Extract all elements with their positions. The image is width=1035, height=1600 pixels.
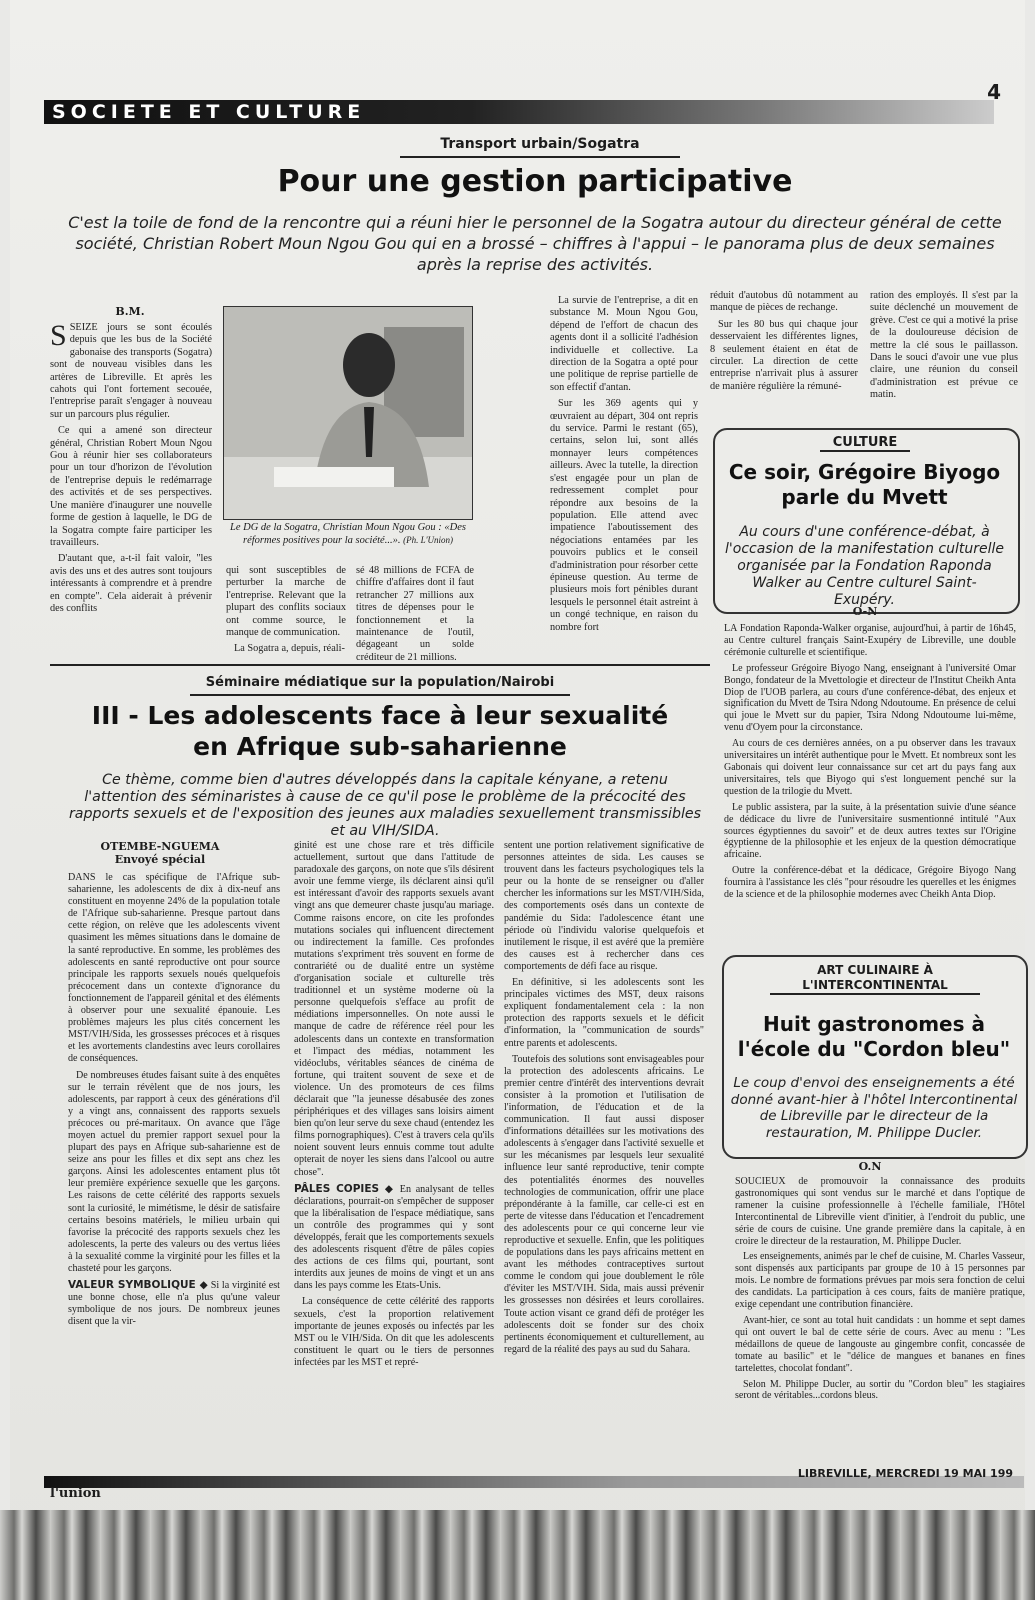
culinary-body: SOUCIEUX de promouvoir la connaissance des produits gastronomiques qui sont vendus sur le marché et dans l'optique de ramener la cuisine professionnelle à l'échelle familiale, l'Hôtel Intercontinental de Libreville vient d'initier, à l'endroit du public, une série de cours de cuisine. Une grande première dans la capitale, à en croire le directeur de la restauration, M. Philippe Ducler. Les enseignements, animés par le chef de cuisine, M. Charles Vasseur, sont dispensés aux participants par groupe de 10 à 15 personnes par mois. Le nombre de formations prévues par mois sera fonction de celui des candidats. La participation à ces cours, faits de manière pratique, exige cependant une contribution financière. Avant-hier, ce sont au total huit candidats : un homme et sept dames qui ont ouvert le bal de cette série de cours. Avec au menu : "Les médaillons de queue de langouste au gingembre confit, concassée de tomate au basilic" et le "délice de mangues et bananes en fines tartelettes, chocolat fondant". Selon M. Philippe Ducler, au sortir du "Cordon bleu" les stagiaires seront de véritables...cordons bleus. xyxy=(735,1176,1025,1402)
article1-byline: B.M. xyxy=(115,305,145,318)
page-number: 4 xyxy=(987,80,1001,104)
culture-byline: O-N xyxy=(852,605,878,618)
article2-deck: Ce thème, comme bien d'autres développés dans la capitale kényane, a retenu l'attention des séminaristes à cause de ce qu'il pose le problème de la précocité des rapports sexuels et de l'exposition des jeunes aux maladies sexuellement transmissibles et au VIH/SIDA. xyxy=(68,772,702,839)
newspaper-page xyxy=(10,0,1025,1600)
article2-kicker: Séminaire médiatique sur la population/Nairobi xyxy=(205,675,555,690)
photo-caption: Le DG de la Sogatra, Christian Moun Ngou Gou : «Des réformes positives pour la société...». (Ph. L'Union) xyxy=(230,522,466,546)
article2-col3: sentent une portion relativement significative de personnes atteintes de sida. Les causes se trouvent dans les facteurs psychologiques tels la peur ou la honte de se renseigner ou d'aller chercher les informations sur les MST/VIH/Sida, des comportements osés dans un contexte de pandémie du Sida: l'adolescence étant une période où l'individu valorise quelquefois et inutilement le risque, il est avéré que la première des causes est à rechercher dans ces comportements de défi face au risque. En définitive, si les adolescents sont les principales victimes des MST, deux raisons expliquent fondamentalement cela : la non protection des rapports sexuels et le déficit d'information, la "communication de sourds" entre parents et adolescents. Toutefois des solutions sont envisageables pour la protection des adolescents africains. Le premier centre d'intérêt des interventions devrait consister à la promotion et l'utilisation de l'information, de l'éducation et de la communication. Il faut aussi disposer d'informations détaillées sur les motivations des adolescents à s'engager dans l'activité sexuelle et sur les mécanismes par lesquels leur sexualité influence leur santé reproductive, tenir compte des potentialités énormes des nouvelles technologies de communication, offrir une place prépondérante à la famille, car celle-ci est en perte de vitesse dans l'éducation et l'encadrement des adolescents pour ce qui concerne leur vie reproductive et sexuelle. Enfin, que les politiques de populations dans les pays africains mettent en avant les méthodes contraceptives surtout comme le condom qui joue doublement le rôle d'éviter les MST/VIH. Sida, mais aussi prévenir les grossesses non désirées et leurs corollaires. Toute action visant ce grand défi de protéger les adolescents doit se fonder sur des choix pertinents économiquement et culturellement, au regard de la réalité des pays au sud du Sahara. xyxy=(504,840,704,1355)
article2-col2: ginité est une chose rare et très difficile actuellement, surtout que dans l'attitude de paradoxale des garçons, on note que s'ils désirent avoir une femme vierge, ils déclarent ainsi qu'il est intéressant d'avoir des rapports sexuels avant vingt ans que demeurer chaste jusqu'au mariage. Comme raisons encore, on cite les profondes mutations sociales qui influencent directement ou indirectement la famille. Ces profondes mutations s'expriment très souvent en forme de contrariété ou de dualité entre un système d'organisation sociale et culturelle très traditionnel et un système moderne où la personne quelquefois s'efface au profit de médiations impersonnelles. On note aussi le manque de cadre de référence réel pour les adolescents dans un contexte en transformation et l'impact des médias, notamment les vidéoclubs, véritables séances de cinéma de fortune, qui traitent souvent de sexe et de violence. Un des promoteurs de ces films déclarait que "la jeunesse désabusée des zones périphériques et des villages sans loisirs aiment bien qu'on leur serve du sexe chaud (entendez les films pornographiques). C'est à travers cela qu'ils noient souvent leurs ennuis comme tout adulte opterait de noyer les siens dans l'alcool ou autre chose". PÂLES COPIES ◆ En analysant de telles déclarations, pourrait-on s'empêcher de supposer que la libéralisation de l'espace médiatique, sans un contrôle des programmes qui y sont développés, ferait que les comportements sexuels des adolescents risquent d'être de pâles copies des actions de ces films qui, pourtant, sont interdits aux jeunes de moins de vingt et un ans dans les pays comme les Etats-Unis. La conséquence de cette célérité des rapports sexuels, c'est la proportion relativement importante de jeunes exposés ou infectés par les MST ou le VIH/Sida. On dit que les adolescents constituent le quart ou le tiers de personnes infectées par les MST et repré- xyxy=(294,840,494,1368)
article1-col4: réduit d'autobus dû notamment au manque de pièces de rechange. Sur les 80 bus qui chaque jour desservaient les différentes lignes, 8 seulement étaient en état de circuler. La direction de cette entreprise n'arrivait plus à assurer de manière régulière la rémuné- xyxy=(710,290,858,392)
culture-kicker: CULTURE xyxy=(820,435,910,452)
kicker-rule-2 xyxy=(190,694,570,696)
article1-col2b: sé 48 millions de FCFA de chiffre d'affaires dont il faut retrancher 27 millions aux titres de dépenses pour le fonctionnement et la maintenance de l'outil, dégageant un solde créditeur de 21 millions. xyxy=(356,565,474,663)
culinary-deck: Le coup d'envoi des enseignements a été donné avant-hier à l'hôtel Intercontinental de Libreville par le directeur de la restauration, M. Philippe Ducler. xyxy=(730,1075,1018,1141)
portrait-illustration xyxy=(224,307,472,519)
culture-headline: Ce soir, Grégoire Biyogo parle du Mvett xyxy=(728,460,1001,509)
kicker-rule xyxy=(400,156,680,158)
culture-deck: Au cours d'une conférence-débat, à l'occasion de la manifestation culturelle organisée par la Fondation Raponda Walker au Centre culturel Saint-Exupéry. xyxy=(725,524,1004,608)
culinary-byline: O.N xyxy=(858,1160,882,1173)
section-title: SOCIETE ET CULTURE xyxy=(52,101,366,123)
article2-col1: DANS le cas spécifique de l'Afrique sub-saharienne, les adolescents de dix à dix-neuf ans constituent en moyenne 24% de la population totale de l'Afrique sub-saharienne. Presque partout dans cette région, on relève que les adolescents vivent quasiment les mêmes situations dans le domaine de la santé reproductive. En somme, les problèmes des adolescents en santé reproductive ont pour source principale les rapports sexuels noués quelquefois précocement dans un contexte d'ignorance du fonctionnement de l'appareil génital et des éléments à observer pour une sexualité épanouie. Les problèmes majeurs les plus cités concernent les MST/VIH/Sida, les grossesses précoces et à risques et les avortements clandestins avec leurs corollaires de conséquences. De nombreuses études faisant suite à des enquêtes sur le terrain révèlent que de nos jours, les adolescents, par rapport à ceux des générations d'il y a vingt ans, connaissent des rapports sexuels précoces ou pré-maritaux. On avance que l'âge moyen actuel du premier rapport sexuel pour la plupart des pays en Afrique sub-saharienne est de seize ans pour les filles et dix sept ans chez les garçons. Ainsi les adolescentes entament plus tôt leur première expérience sexuelle que les garçons. Les raisons de cette célérité des rapports sexuels sont la curiosité, le mimétisme, le désir de satisfaire certains besoins matériels, le milieu urbain qui favorise la précocité des rapports sexuels chez les adolescents, la perte des valeurs ou des vertus liées à la sexualité comme la virginité pour les filles et la chasteté pour les garçons. VALEUR SYMBOLIQUE ◆ Si la virginité est une bonne chose, elle n'a plus qu'une valeur symbolique de nos jours. De nombreux jeunes disent que la vir- xyxy=(68,872,280,1328)
article2-headline: III - Les adolescents face à leur sexualité en Afrique sub-saharienne xyxy=(91,701,669,761)
paper-name: l'union xyxy=(50,1486,101,1501)
article1-kicker: Transport urbain/Sogatra xyxy=(440,136,640,152)
drop-cap-s: S xyxy=(50,319,67,352)
article1-col5: ration des employés. Il s'est par la suite déclenché un mouvement de grève. C'est ce qui a motivé la prise de la douloureuse décision de mettre la clé sous le paillasson. Dans le souci d'avoir une vue plus claire, une réunion du conseil d'administration est prévue ce matin. xyxy=(870,290,1018,401)
article2-byline: OTEMBE-NGUEMA Envoyé spécial xyxy=(100,840,220,866)
culinary-headline: Huit gastronomes à l'école du "Cordon bleu" xyxy=(737,1012,1011,1061)
director-photo xyxy=(223,306,473,520)
article1-col3: La survie de l'entreprise, a dit en substance M. Moun Ngou Gou, dépend de l'effort de chacun des agents dont il a sollicité l'adhésion individuelle et collective. La direction de la Sogatra a opté pour une politique de reprise partielle de son effectif d'antan. Sur les 369 agents qui y œuvraient au départ, 304 ont repris du service. Parmi le restant (65), certains, selon lui, sont allés monnayer leurs compétences ailleurs. Avec la tutelle, la direction s'est engagée pour un plan de redressement complet pour répondre aux besoins de la population. Elle attend avec impatience l'aboutissement des négociations entamées par les pouvoirs publics et le conseil d'administration pour résorber cette épineuse question. Au terme de plusieurs mois fort pénibles durant lesquels le personnel était astreint à un congé technique, en raison du nombre fort xyxy=(550,295,698,633)
article2-top-rule xyxy=(50,664,710,666)
article1-col2a: qui sont susceptibles de perturber la marche de l'entreprise. Relevant que la plupart des conflits sociaux ont comme source, le manque de communication. La Sogatra a, depuis, réali- xyxy=(226,565,346,655)
dateline: LIBREVILLE, MERCREDI 19 MAI 199 xyxy=(797,1467,1013,1480)
culture-body: LA Fondation Raponda-Walker organise, aujourd'hui, à partir de 16h45, au Centre culturel français Saint-Exupéry de Libreville, une double cérémonie culturelle et scientifique. Le professeur Grégoire Biyogo Nang, enseignant à l'université Omar Bongo, fondateur de la Mvettologie et directeur de l'Institut Cheikh Anta Diop de l'UOB parlera, au cours d'une conférence-débat, des enjeux et signification du Mvett de Tsira Ndong Ndoutoume. En présence de celui qui joue le Mvett sur du papier, Tsira Ndong Ndoutoume lui-même, venu d'Oyem pour la circonstance. Au cours de ces dernières années, on a pu observer dans les travaux universitaires un intérêt authentique pour le Mvett. Et nombreux sont les Gabonais qui doivent leur connaissance sur cet art du pays fang aux universitaires, tels que Biyogo qui s'est longuement penché sur la question de la trilogie du Mvett. Le public assistera, par la suite, à la présentation suivie d'une séance de dédicace du livre de l'universitaire susmentionné intitulé "Aux sources égyptiennes du savoir" et de deux autres textes sur l'Origine égyptienne de la philosophie et les enjeux de la question démocratique africaine. Outre la conférence-débat et la dédicace, Grégoire Biyogo Nang fournira à l'assistance les clés "pour résoudre les querelles et les énigmes de la science et de la philosophie modernes avec Cheikh Anta Diop. xyxy=(724,623,1016,901)
article1-col1: SSEIZE jours se sont écoulés depuis que les bus de la Société gabonaise des transports (Sogatra) sont de nouveau visibles dans les artères de Libreville. Et après les cahots qui l'ont fortement secouée, l'entreprise paraît s'engager à nouveau sur un parcours plus régulier. Ce qui a amené son directeur général, Christian Robert Moun Ngou Gou à réunir hier ses collaborateurs pour un tour d'horizon de l'évolution de l'entreprise depuis le redémarrage des activités et de ses perspectives. Une manière d'inaugurer une nouvelle forme de gestion à laquelle, le DG de la Sogatra compte faire participer les travailleurs. D'autant que, a-t-il fait valoir, "les avis des uns et des autres sont toujours intéressants à comprendre et à prendre en compte". Cela aiderait à prévenir des conflits xyxy=(50,319,212,614)
article1-deck: C'est la toile de fond de la rencontre qui a réuni hier le personnel de la Sogatra autour du directeur général de cette société, Christian Robert Moun Ngou Gou qui en a brossé – chiffres à l'appui – le panorama plus de deux semaines après la reprise des activités. xyxy=(68,213,1002,274)
scanner-edge xyxy=(0,1510,1035,1600)
culinary-kicker: ART CULINAIRE À L'INTERCONTINENTAL xyxy=(770,963,980,995)
article1-headline: Pour une gestion participative xyxy=(277,164,793,199)
